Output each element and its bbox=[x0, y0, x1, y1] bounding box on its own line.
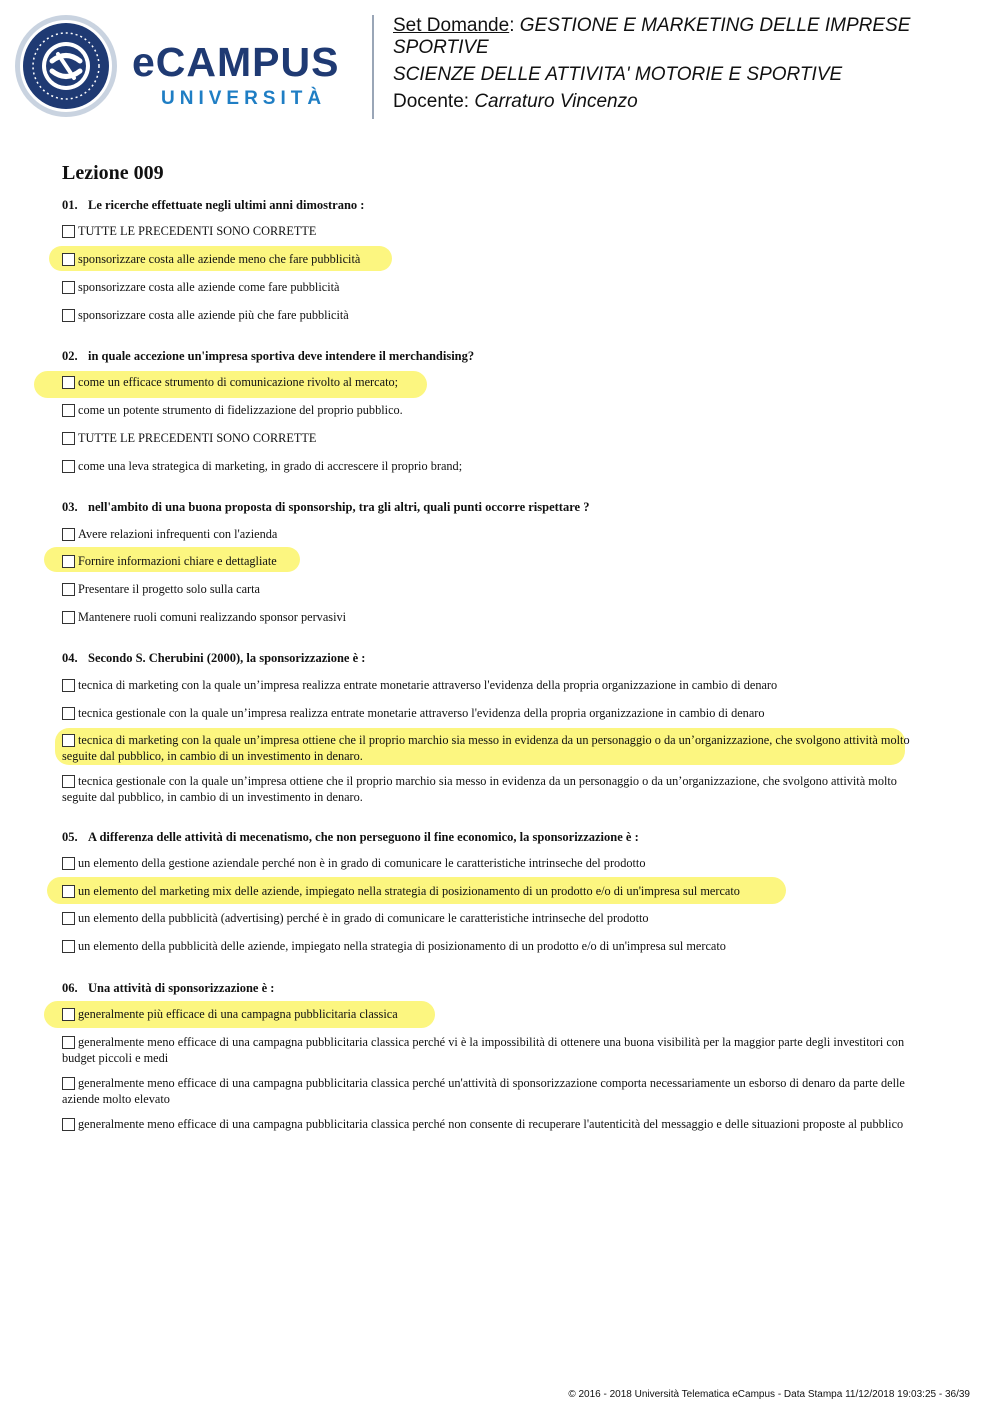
set-title: GESTIONE E MARKETING DELLE IMPRESE SPORTIVE bbox=[393, 15, 911, 58]
logo-subtext: UNIVERSITÀ bbox=[161, 88, 327, 109]
answer-option[interactable] bbox=[62, 280, 927, 296]
question-number: 01. bbox=[62, 198, 78, 212]
set-label: Set Domande bbox=[393, 15, 510, 36]
answer-checkbox[interactable] bbox=[62, 679, 75, 692]
answer-option[interactable] bbox=[62, 884, 927, 900]
answer-checkbox[interactable] bbox=[62, 1036, 75, 1049]
answer-option[interactable] bbox=[62, 1076, 927, 1107]
answer-option[interactable] bbox=[62, 431, 927, 447]
answer-checkbox[interactable] bbox=[62, 253, 75, 266]
answer-text: Avere relazioni infrequenti con l'azienda bbox=[78, 527, 278, 541]
question-03 bbox=[62, 499, 932, 515]
answer-checkbox[interactable] bbox=[62, 1008, 75, 1021]
answer-checkbox[interactable] bbox=[62, 309, 75, 322]
answer-checkbox[interactable] bbox=[62, 734, 75, 747]
docente-label: Docente: bbox=[393, 91, 475, 112]
answer-option[interactable] bbox=[62, 706, 927, 722]
answer-option[interactable] bbox=[62, 733, 927, 764]
answer-option[interactable] bbox=[62, 403, 927, 419]
answer-option[interactable] bbox=[62, 774, 927, 805]
answer-option[interactable] bbox=[62, 1117, 927, 1133]
ecampus-logo bbox=[14, 14, 359, 118]
question-01 bbox=[62, 197, 932, 213]
answer-option[interactable] bbox=[62, 911, 927, 927]
answer-checkbox[interactable] bbox=[62, 912, 75, 925]
answer-checkbox[interactable] bbox=[62, 583, 75, 596]
question-number: 06. bbox=[62, 981, 78, 995]
question-text: Secondo S. Cherubini (2000), la sponsorizzazione è : bbox=[88, 651, 366, 665]
answer-checkbox[interactable] bbox=[62, 940, 75, 953]
answer-option[interactable] bbox=[62, 375, 927, 391]
answer-text: come una leva strategica di marketing, in grado di accrescere il proprio brand; bbox=[78, 459, 463, 473]
answer-text: sponsorizzare costa alle aziende meno che fare pubblicità bbox=[78, 252, 361, 266]
ecampus-seal-icon bbox=[14, 14, 118, 118]
answer-checkbox[interactable] bbox=[62, 460, 75, 473]
answer-checkbox[interactable] bbox=[62, 857, 75, 870]
answer-text: tecnica gestionale con la quale un’impresa realizza entrate monetarie attraverso l'evidenza della propria organizzazione in cambio di denaro bbox=[78, 706, 765, 720]
answer-text: un elemento della pubblicità delle aziende, impiegato nella strategia di posizionamento di un prodotto e/o di un'impresa sul mercato bbox=[78, 939, 726, 953]
logo-wordmark: eCAMPUS bbox=[132, 39, 340, 85]
answer-option[interactable] bbox=[62, 554, 927, 570]
answer-option[interactable] bbox=[62, 527, 927, 543]
answer-option[interactable] bbox=[62, 582, 927, 598]
answer-text: un elemento della pubblicità (advertising) perché è in grado di comunicare le caratteristiche intrinseche del prodotto bbox=[78, 911, 649, 925]
answer-text: generalmente meno efficace di una campagna pubblicitaria classica perché vi è la impossibilità di ottenere una buona visibilità per la maggior parte degli investitori con budget piccoli e medi bbox=[62, 1035, 905, 1065]
header-info bbox=[393, 15, 973, 113]
question-number: 02. bbox=[62, 349, 78, 363]
answer-option[interactable] bbox=[62, 459, 927, 475]
answer-text: TUTTE LE PRECEDENTI SONO CORRETTE bbox=[78, 224, 317, 238]
answer-checkbox[interactable] bbox=[62, 1077, 75, 1090]
answer-text: generalmente meno efficace di una campagna pubblicitaria classica perché un'attività di sponsorizzazione comporta necessariamente un esborso di denaro da parte delle aziende molto elevato bbox=[62, 1076, 905, 1106]
answer-checkbox[interactable] bbox=[62, 555, 75, 568]
answer-text: Presentare il progetto solo sulla carta bbox=[78, 582, 261, 596]
answer-option[interactable] bbox=[62, 224, 927, 240]
question-text: in quale accezione un'impresa sportiva deve intendere il merchandising? bbox=[88, 349, 475, 363]
answer-checkbox[interactable] bbox=[62, 885, 75, 898]
answer-option[interactable] bbox=[62, 856, 927, 872]
answer-option[interactable] bbox=[62, 939, 927, 955]
answer-text: tecnica di marketing con la quale un’impresa realizza entrate monetarie attraverso l'evidenza della propria organizzazione in cambio di denaro bbox=[78, 678, 778, 692]
answer-text: TUTTE LE PRECEDENTI SONO CORRETTE bbox=[78, 431, 317, 445]
answer-text: generalmente più efficace di una campagna pubblicitaria classica bbox=[78, 1007, 398, 1021]
answer-option[interactable] bbox=[62, 678, 927, 694]
answer-text: tecnica di marketing con la quale un’impresa ottiene che il proprio marchio sia messo in evidenza da un personaggio o da un’organizzazione, che svolgono attività molto seguite dal pubblico, in cambio di un investimento in denaro. bbox=[62, 733, 910, 763]
answer-checkbox[interactable] bbox=[62, 1118, 75, 1131]
answer-checkbox[interactable] bbox=[62, 775, 75, 788]
answer-checkbox[interactable] bbox=[62, 404, 75, 417]
answer-text: tecnica gestionale con la quale un’impresa ottiene che il proprio marchio sia messo in evidenza da un personaggio o da un’organizzazione, che svolgono attività molto seguite dal pubblico, in cambio di un investimento in denaro. bbox=[62, 774, 897, 804]
set-row: Set Domande: GESTIONE E MARKETING DELLE IMPRESE SPORTIVE bbox=[393, 15, 911, 58]
question-02 bbox=[62, 348, 932, 364]
header-divider bbox=[372, 15, 374, 119]
question-text: nell'ambito di una buona proposta di sponsorship, tra gli altri, quali punti occorre rispettare ? bbox=[88, 500, 590, 514]
answer-text: come un potente strumento di fidelizzazione del proprio pubblico. bbox=[78, 403, 403, 417]
lesson-title: Lezione 009 bbox=[62, 162, 164, 184]
answer-text: come un efficace strumento di comunicazione rivolto al mercato; bbox=[78, 375, 399, 389]
question-number: 05. bbox=[62, 830, 78, 844]
answer-text: un elemento della gestione aziendale perché non è in grado di comunicare le caratteristiche intrinseche del prodotto bbox=[78, 856, 646, 870]
docente-row bbox=[393, 91, 973, 113]
answer-text: generalmente meno efficace di una campagna pubblicitaria classica perché non consente di recuperare l'autenticità del messaggio e delle situazioni proposte al pubblico bbox=[78, 1117, 904, 1131]
answer-checkbox[interactable] bbox=[62, 528, 75, 541]
answer-text: un elemento del marketing mix delle aziende, impiegato nella strategia di posizionamento di un prodotto e/o di un'impresa sul mercato bbox=[78, 884, 740, 898]
answer-checkbox[interactable] bbox=[62, 611, 75, 624]
question-text: Una attività di sponsorizzazione è : bbox=[88, 981, 275, 995]
answer-text: Mantenere ruoli comuni realizzando sponsor pervasivi bbox=[78, 610, 347, 624]
page-footer: © 2016 - 2018 Università Telematica eCampus - Data Stampa 11/12/2018 19:03:25 - 36/39 bbox=[568, 1389, 970, 1400]
question-number: 03. bbox=[62, 500, 78, 514]
answer-checkbox[interactable] bbox=[62, 376, 75, 389]
answer-text: sponsorizzare costa alle aziende come fare pubblicità bbox=[78, 280, 340, 294]
question-05 bbox=[62, 829, 932, 845]
answer-checkbox[interactable] bbox=[62, 707, 75, 720]
answer-option[interactable] bbox=[62, 1035, 927, 1066]
question-number: 04. bbox=[62, 651, 78, 665]
answer-option[interactable] bbox=[62, 610, 927, 626]
answer-text: sponsorizzare costa alle aziende più che fare pubblicità bbox=[78, 308, 349, 322]
answer-checkbox[interactable] bbox=[62, 281, 75, 294]
answer-option[interactable] bbox=[62, 1007, 927, 1023]
question-text: Le ricerche effettuate negli ultimi anni dimostrano : bbox=[88, 198, 365, 212]
course-name: SCIENZE DELLE ATTIVITA' MOTORIE E SPORTIVE bbox=[393, 64, 843, 85]
answer-option[interactable] bbox=[62, 252, 927, 268]
answer-checkbox[interactable] bbox=[62, 225, 75, 238]
question-04 bbox=[62, 650, 932, 666]
question-06 bbox=[62, 980, 932, 996]
docente-name: Carraturo Vincenzo bbox=[474, 91, 638, 112]
answer-checkbox[interactable] bbox=[62, 432, 75, 445]
answer-option[interactable] bbox=[62, 308, 927, 324]
answer-text: Fornire informazioni chiare e dettagliate bbox=[78, 554, 277, 568]
question-text: A differenza delle attività di mecenatismo, che non perseguono il fine economico, la sponsorizzazione è : bbox=[88, 830, 639, 844]
